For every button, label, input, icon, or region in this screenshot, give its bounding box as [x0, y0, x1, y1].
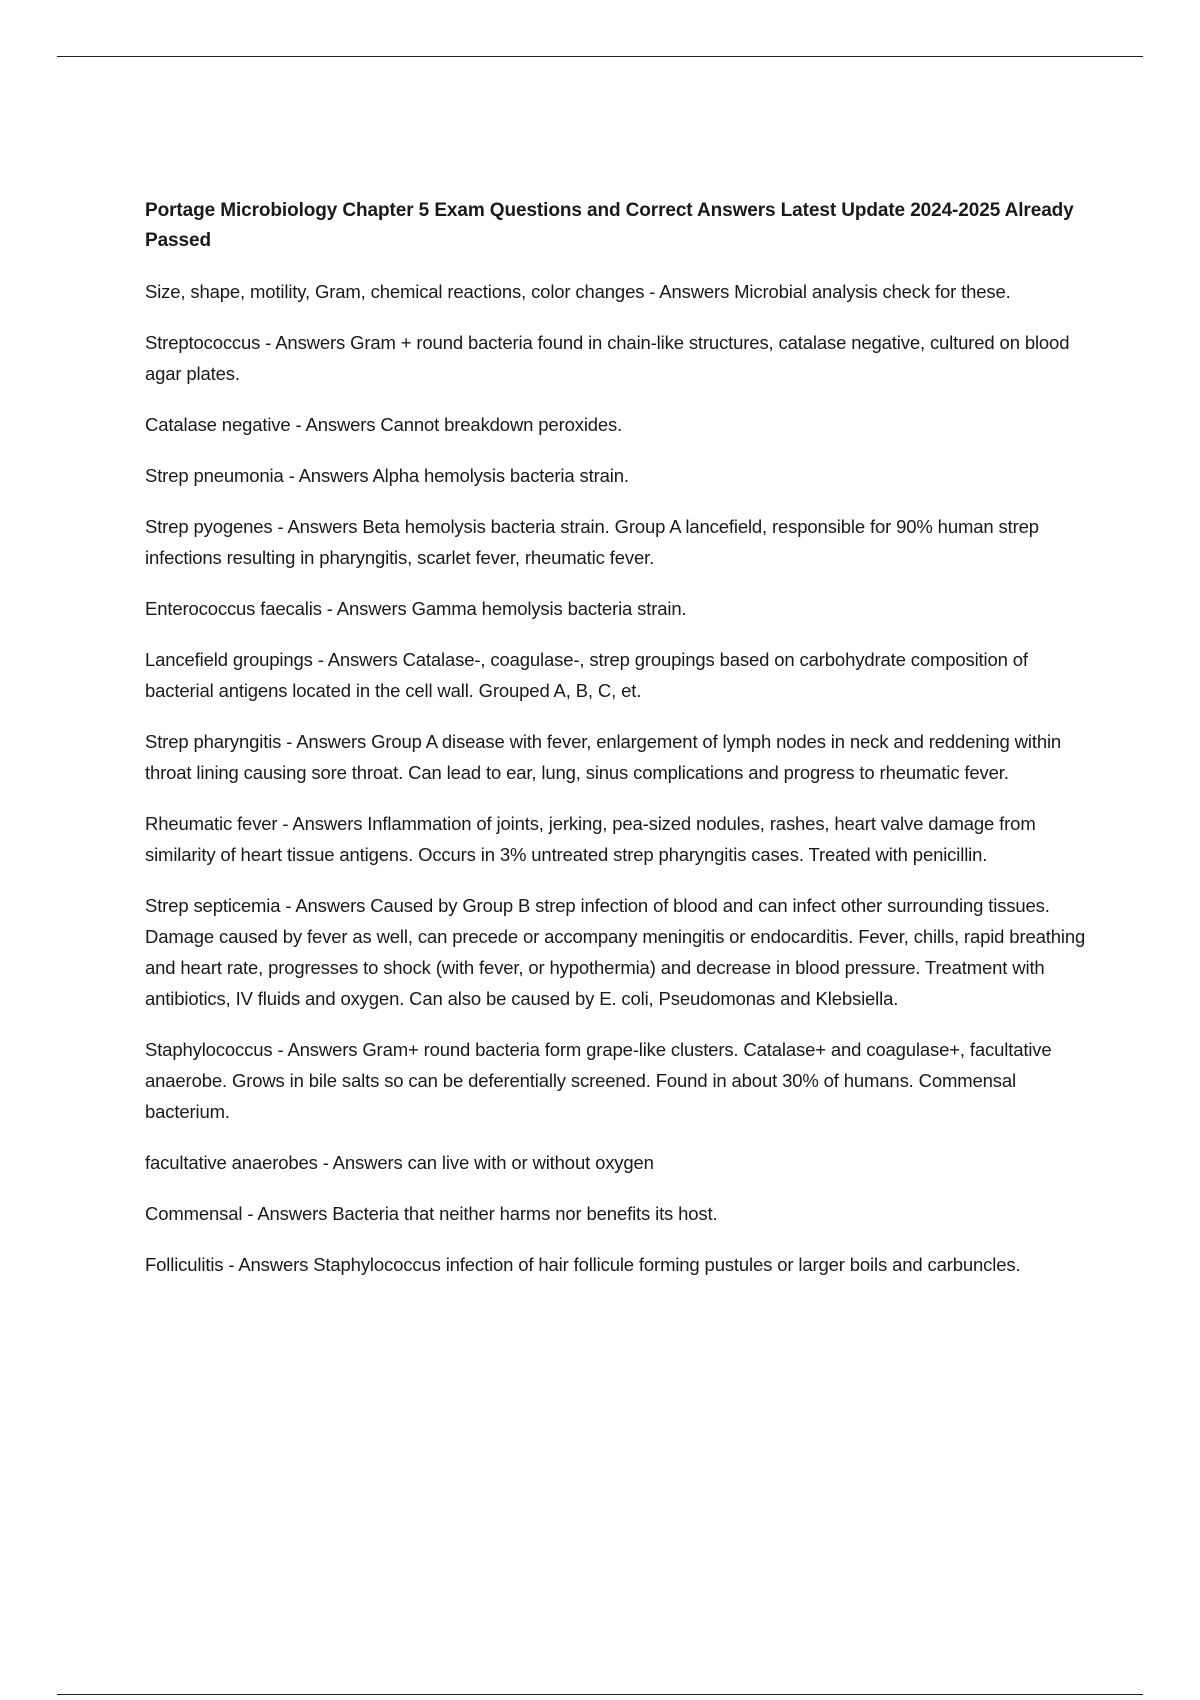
qa-entry: Folliculitis - Answers Staphylococcus infection of hair follicule forming pustules or larger boils and carbuncles.: [145, 1254, 1021, 1275]
qa-entry: Catalase negative - Answers Cannot breakdown peroxides.: [145, 414, 623, 435]
qa-entry: Strep pneumonia - Answers Alpha hemolysis bacteria strain.: [145, 465, 629, 486]
qa-entry: Size, shape, motility, Gram, chemical reactions, color changes - Answers Microbial analysis check for these.: [145, 281, 1011, 302]
header-rule: [57, 56, 1143, 57]
document-body: [145, 196, 1095, 1300]
qa-entry: Strep pyogenes - Answers Beta hemolysis bacteria strain. Group A lancefield, responsible for 90% human strep infections resulting in pharyngitis, scarlet fever, rheumatic fever.: [145, 516, 1039, 568]
qa-entry: Commensal - Answers Bacteria that neither harms nor benefits its host.: [145, 1203, 718, 1224]
qa-entry: facultative anaerobes - Answers can live with or without oxygen: [145, 1152, 654, 1173]
qa-entry: Lancefield groupings - Answers Catalase-, coagulase-, strep groupings based on carbohydrate composition of bacterial antigens located in the cell wall. Grouped A, B, C, et.: [145, 649, 1028, 701]
footer-rule: [57, 1694, 1143, 1695]
qa-entry: Rheumatic fever - Answers Inflammation of joints, jerking, pea-sized nodules, rashes, heart valve damage from similarity of heart tissue antigens. Occurs in 3% untreated strep pharyngitis cases. Treated with penicillin.: [145, 813, 1036, 865]
qa-entry: Strep septicemia - Answers Caused by Group B strep infection of blood and can infect other surrounding tissues. Damage caused by fever as well, can precede or accompany meningitis or endocarditis. Fever, chills, rapid breathing and heart rate, progresses to shock (with fever, or hypothermia) and decrease in blood pressure. Treatment with antibiotics, IV fluids and oxygen. Can also be caused by E. coli, Pseudomonas and Klebsiella.: [145, 895, 1086, 1009]
document-title: Portage Microbiology Chapter 5 Exam Questions and Correct Answers Latest Update 2024-2025 Already Passed: [145, 200, 1074, 251]
qa-entry: Strep pharyngitis - Answers Group A disease with fever, enlargement of lymph nodes in neck and reddening within throat lining causing sore throat. Can lead to ear, lung, sinus complications and progress to rheumatic fever.: [145, 731, 1062, 783]
qa-entry: Enterococcus faecalis - Answers Gamma hemolysis bacteria strain.: [145, 598, 687, 619]
qa-entry: Streptococcus - Answers Gram + round bacteria found in chain-like structures, catalase negative, cultured on blood agar plates.: [145, 332, 1070, 384]
qa-entry: Staphylococcus - Answers Gram+ round bacteria form grape-like clusters. Catalase+ and coagulase+, facultative anaerobe. Grows in bile salts so can be deferentially screened. Found in about 30% of humans. Commensal bacterium.: [145, 1039, 1052, 1122]
